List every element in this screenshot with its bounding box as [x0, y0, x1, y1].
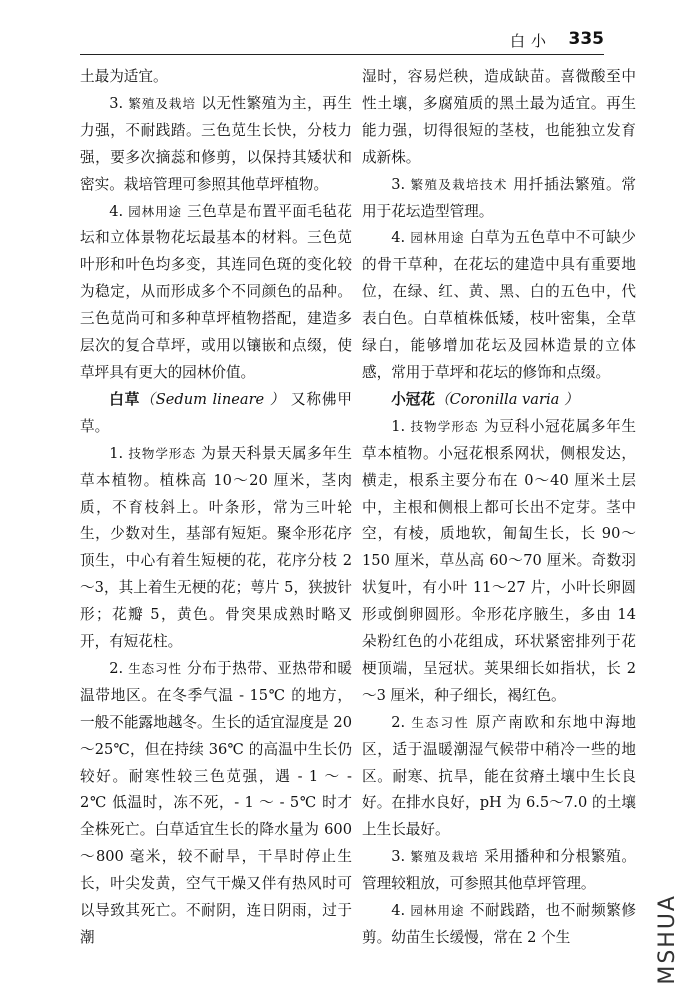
section-number: 3. [109, 94, 124, 112]
section-number: 1. [391, 417, 406, 435]
paragraph-text: 湿时，容易烂秧，造成缺苗。喜微酸至中性土壤，多腐殖质的黑土最为适宜。再生能力强，切得很短的茎枝，也能独立发育成新株。 [362, 68, 636, 166]
latin-name: （Sedum lineare ） [140, 390, 286, 408]
section-heading: 繁殖及栽培技术 [410, 176, 508, 192]
section-number: 2. [391, 713, 406, 731]
species-name: 白草 [109, 390, 141, 408]
paragraph-text: 用扦插法繁殖。常用于花坛造型管理。 [362, 175, 636, 220]
section-heading: 园林用途 [410, 230, 465, 246]
page-number: 335 [568, 29, 604, 49]
paragraph-text: 采用播种和分根繁殖。管理较粗放，可参照其他草坪管理。 [362, 848, 636, 893]
paragraph-text: 土最为适宜。 [80, 68, 168, 85]
section-heading: 生态习性 [128, 660, 182, 676]
paragraph [362, 225, 636, 386]
section-number: 3. [391, 848, 406, 866]
paragraph-text: 为豆科小冠花属多年生草本植物。小冠花根系网状，侧根发达，横走，根系主要分布在 0～40 厘米土层中，主根和侧根上都可长出不定芽。茎中空，有棱，质地软，匍匐生长，长 90～150 厘米，草丛高 60～70 厘米。奇数羽状复叶，有小叶 11～27 片，小叶长卵圆形或倒卵圆形。伞形花序腋生，多由 14 朵粉红色的小花组成，环状紧密排列于花梗顶端，呈冠状。荚果细长如指状，长 2～3 厘米，种子细长，褐红色。 [362, 417, 636, 704]
section-heading: 园林用途 [410, 903, 465, 919]
paragraph [80, 199, 352, 387]
paragraph-text: 不耐践踏，也不耐频繁修剪。幼苗生长缓慢，常在 2 个生 [362, 902, 637, 946]
paragraph [80, 387, 352, 441]
page-header [80, 30, 604, 55]
paragraph [80, 441, 352, 656]
paragraph-text: 白草为五色草中不可缺少的骨干草种，在花坛的建造中具有重要地位，在绿、红、黄、黑、白的五色中，代表白色。白草植株低矮，枝叶密集，全草绿白，能够增加花坛及园林造景的立体感，常用于草坪和花坛的修饰和点缀。 [362, 229, 637, 381]
section-number: 4. [391, 902, 406, 920]
species-name: 小冠花 [391, 390, 435, 408]
paragraph-text: 分布于热带、亚热带和暖温带地区。在冬季气温 - 15℃ 的地方，一般不能露地越冬。生长的适宜湿度是 20～25℃，但在持续 36℃ 的高温中生长仍较好。耐寒性较三色苋强，遇 - 1 ～ - 2℃ 低温时，冻不死，- 1 ～ - 5℃ 时才全株死亡。白草适宜生长的降水量为 600～800 毫米，较不耐旱，干旱时停止生长，叶尖发黄，空气干燥又伴有热风时可以导致其死亡。不耐阴，连日阴雨，过于潮 [80, 659, 353, 946]
paragraph-text: 又称佛甲草。 [80, 390, 352, 435]
paragraph-text: 为景天科景天属多年生草本植物。植株高 10～20 厘米，茎肉质，不育枝斜上。叶条形，常为三叶轮生，少数对生，基部有短矩。聚伞形花序顶生，中心有着生短梗的花，花序分枝 2～3，其上着生无梗的花；萼片 5，狭披针形；花瓣 5，黄色。骨突果成熟时略叉开，有短花柱。 [80, 444, 352, 651]
section-heading: 生态习性 [411, 714, 470, 730]
section-number: 4. [109, 202, 124, 220]
paragraph [80, 91, 352, 199]
paragraph [80, 656, 352, 952]
latin-name: （Coronilla varia ） [434, 390, 579, 408]
section-heading: 园林用途 [128, 203, 182, 219]
section-heading: 繁殖及栽培 [410, 849, 479, 865]
section-number: 3. [391, 175, 406, 193]
right-column [362, 64, 636, 952]
section-number: 1. [109, 444, 124, 462]
paragraph-text: 三色草是布置平面毛毡花坛和立体景物花坛最基本的材料。三色苋叶形和叶色均多变，其连同色斑的变化较为稳定，从而形成多个不同颜色的品种。三色苋尚可和多种草坪植物搭配，建造多层次的复合草坪，或用以镶嵌和点缀，使草坪具有更大的园林价值。 [80, 202, 353, 381]
running-title: 白小 [509, 32, 552, 50]
watermark: MSHUA [655, 894, 680, 985]
paragraph [80, 64, 352, 91]
paragraph [362, 844, 636, 898]
paragraph [362, 172, 636, 226]
paragraph-text: 原产南欧和东地中海地区，适于温暖潮湿气候带中稍冷一些的地区。耐寒、抗旱，能在贫瘠土壤中生长良好。在排水良好，pH 为 6.5～7.0 的土壤上生长最好。 [362, 713, 636, 839]
paragraph [362, 710, 636, 845]
paragraph [362, 387, 636, 414]
section-number: 4. [391, 229, 406, 247]
section-number: 2. [109, 659, 124, 677]
paragraph-text: 以无性繁殖为主，再生力强，不耐践踏。三色苋生长快，分枝力强，要多次摘蕊和修剪，以保持其矮状和密实。栽培管理可参照其他草坪植物。 [80, 94, 352, 193]
section-heading: 技物学形态 [128, 445, 197, 461]
paragraph [362, 414, 636, 710]
paragraph [362, 64, 636, 172]
left-column [80, 64, 352, 952]
section-heading: 繁殖及栽培 [128, 95, 197, 111]
paragraph [362, 898, 636, 952]
section-heading: 技物学形态 [410, 418, 479, 434]
